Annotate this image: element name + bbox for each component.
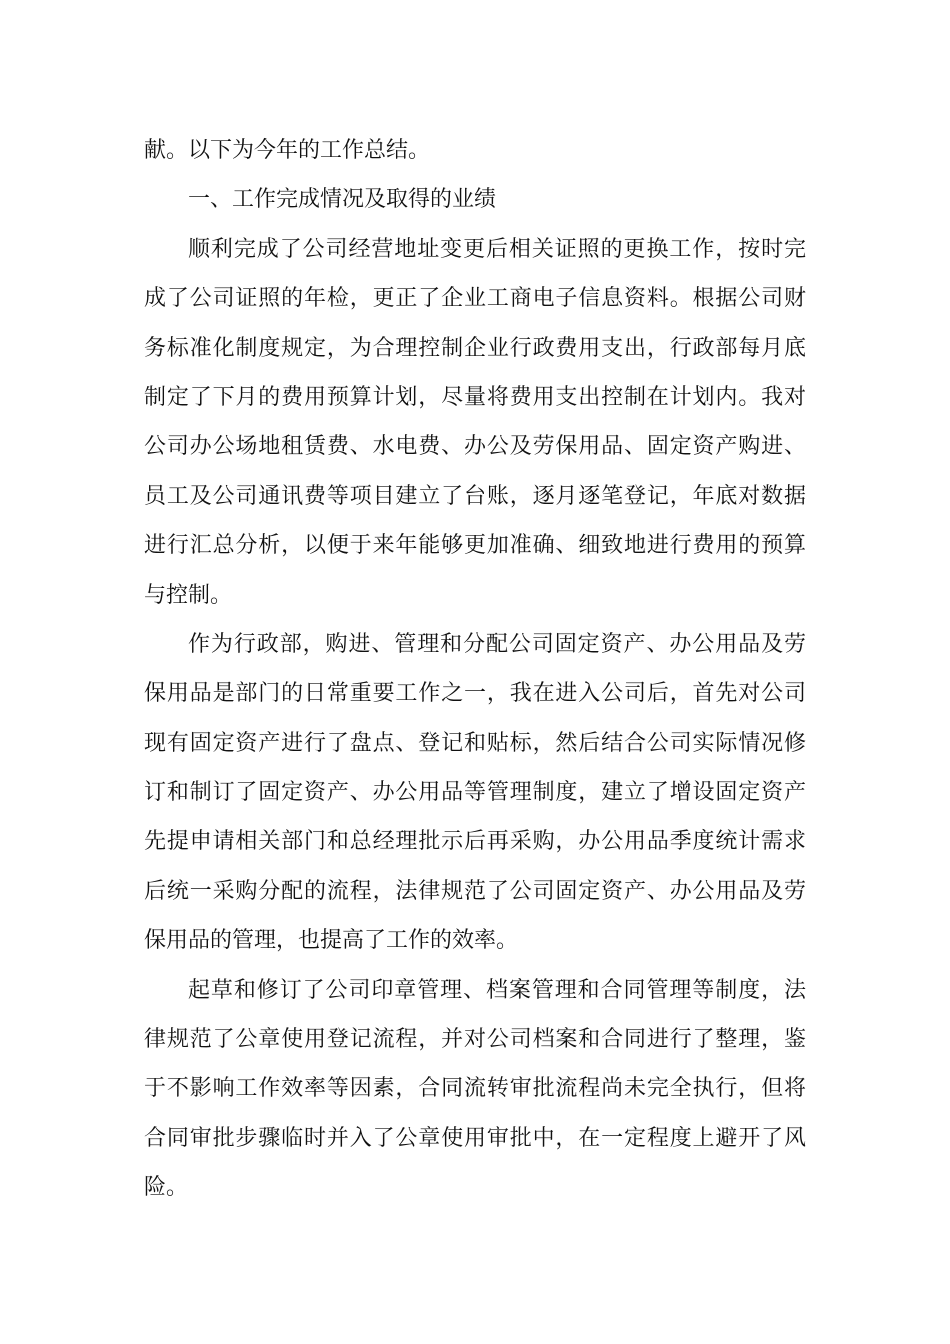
paragraph-2-line-4: 订和制订了固定资产、办公用品等管理制度，建立了增设固定资产 [144, 780, 806, 806]
paragraph-3-line-3: 于不影响工作效率等因素，合同流转审批流程尚未完全执行，但将 [144, 1076, 806, 1102]
document-body [144, 126, 806, 1213]
paragraph-2-line-3: 现有固定资产进行了盘点、登记和贴标，然后结合公司实际情况修 [144, 730, 806, 756]
paragraph-1-line-6: 员工及公司通讯费等项目建立了台账，逐月逐笔登记，年底对数据 [144, 483, 806, 509]
paragraph-2-line-5: 先提申请相关部门和总经理批示后再采购，办公用品季度统计需求 [144, 829, 806, 855]
paragraph-1-line-5: 公司办公场地租赁费、水电费、办公及劳保用品、固定资产购进、 [144, 434, 806, 460]
paragraph-2-line-6: 后统一采购分配的流程，法律规范了公司固定资产、办公用品及劳 [144, 878, 806, 904]
paragraph-1-line-3: 务标准化制度规定，为合理控制企业行政费用支出，行政部每月底 [144, 335, 806, 361]
paragraph-1-line-8: 与控制。 [144, 582, 233, 608]
paragraph-3-line-5: 险。 [144, 1175, 189, 1201]
paragraph-3-line-2: 律规范了公章使用登记流程，并对公司档案和合同进行了整理，鉴 [144, 1027, 806, 1053]
paragraph-2-line-1: 作为行政部，购进、管理和分配公司固定资产、办公用品及劳 [188, 631, 806, 657]
paragraph-3-line-1: 起草和修订了公司印章管理、档案管理和合同管理等制度，法 [188, 977, 806, 1003]
text-line-1: 献。以下为今年的工作总结。 [144, 138, 431, 163]
section-heading: 一、工作完成情况及取得的业绩 [188, 187, 497, 213]
paragraph-1-line-1: 顺利完成了公司经营地址变更后相关证照的更换工作，按时完 [188, 236, 806, 262]
paragraph-2-line-7: 保用品的管理，也提高了工作的效率。 [144, 928, 519, 954]
paragraph-1-line-7: 进行汇总分析，以便于来年能够更加准确、细致地进行费用的预算 [144, 533, 806, 559]
paragraph-2-line-2: 保用品是部门的日常重要工作之一，我在进入公司后，首先对公司 [144, 681, 806, 707]
paragraph-3-line-4: 合同审批步骤临时并入了公章使用审批中，在一定程度上避开了风 [144, 1125, 806, 1151]
paragraph-1-line-2: 成了公司证照的年检，更正了企业工商电子信息资料。根据公司财 [144, 286, 806, 312]
paragraph-1-line-4: 制定了下月的费用预算计划，尽量将费用支出控制在计划内。我对 [144, 384, 806, 410]
